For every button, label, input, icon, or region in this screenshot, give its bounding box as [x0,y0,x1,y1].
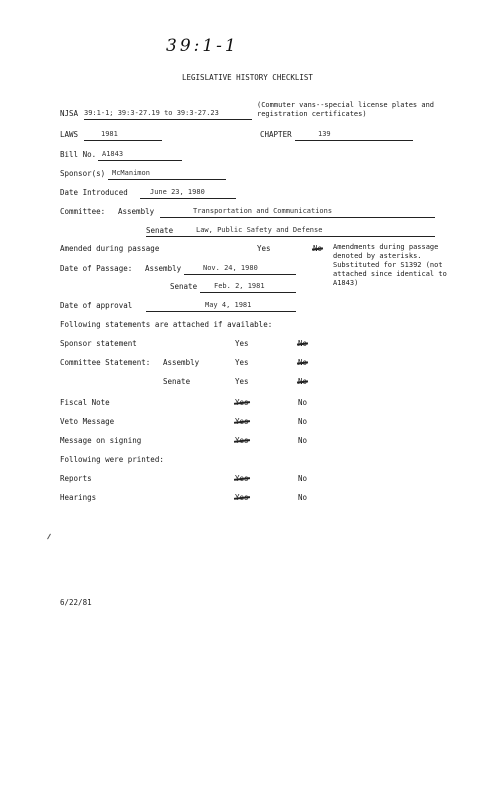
approval-value: May 4, 1981 [205,301,252,309]
signing-message-no: No [298,436,308,445]
sponsors-label: Sponsor(s) [60,169,106,178]
reports-yes-struck: Yes [235,474,249,483]
fiscal-note-yes [235,399,249,407]
sponsors-underline [108,179,226,180]
committee-statement-senate-no-struck: No [298,377,308,386]
committee-senate-underline [146,236,435,237]
passage-assembly-value: Nov. 24, 1980 [203,264,258,272]
chapter-value: 139 [318,130,331,138]
fiscal-note-no: No [298,398,308,407]
fiscal-note-label: Fiscal Note [60,398,110,407]
committee-statement-senate-label: Senate [163,377,191,386]
hearings-no: No [298,493,308,502]
laws-value: 1981 [101,130,118,138]
veto-message-label: Veto Message [60,417,115,426]
committee-statement-senate-no [298,378,307,386]
committee-statement-assembly-label: Assembly [163,358,200,367]
committee-statement-assembly-no-struck: No [298,358,308,367]
footer-date: 6/22/81 [60,598,92,607]
passage-senate-value: Feb. 2, 1981 [214,282,265,290]
committee-statement-label: Committee Statement: [60,358,151,367]
amended-label: Amended during passage [60,244,160,253]
committee-assembly-label: Assembly [118,207,155,216]
date-introduced-underline [140,198,236,199]
amended-note: Amendments during passage denoted by asterisks. Substituted for S1392 (not attached since identical to A1843) [333,243,447,287]
laws-underline [84,140,162,141]
sponsor-statement-no-struck: No [298,339,308,348]
signing-message-yes-struck: Yes [235,436,249,445]
veto-message-yes [235,418,249,426]
njsa-subject: (Commuter vans--special license plates and registration certificates) [257,101,435,118]
approval-label: Date of approval [60,301,133,310]
document-title: LEGISLATIVE HISTORY CHECKLIST [182,73,313,82]
fiscal-note-yes-struck: Yes [235,398,249,407]
veto-message-no: No [298,417,308,426]
approval-underline [146,311,296,312]
njsa-value: 39:1-1; 39:3-27.19 to 39:3-27.23 [84,109,219,117]
reports-no: No [298,474,308,483]
bill-label: Bill No. [60,150,97,159]
amended-yes: Yes [257,244,271,253]
passage-assembly-underline [184,274,296,275]
signing-message-label: Message on signing [60,436,142,445]
committee-label: Committee: [60,207,106,216]
passage-senate-underline [200,292,296,293]
hearings-yes [235,494,249,502]
sponsor-statement-label: Sponsor statement [60,339,137,348]
committee-senate-value: Law, Public Safety and Defense [196,226,323,234]
hearings-yes-struck: Yes [235,493,249,502]
handwritten-file-number: 39:1-1 [166,36,239,56]
passage-assembly-label: Assembly [145,264,182,273]
signing-message-yes [235,437,249,445]
committee-senate-label: Senate [146,226,174,235]
committee-assembly-underline [160,217,435,218]
committee-statement-assembly-no [298,359,307,367]
date-introduced-value: June 23, 1980 [150,188,205,196]
hearings-label: Hearings [60,493,97,502]
attached-heading: Following statements are attached if available: [60,320,273,329]
passage-label: Date of Passage: [60,264,133,273]
chapter-underline [295,140,413,141]
njsa-underline [84,119,252,120]
amended-no-struck: No [313,244,323,253]
passage-senate-label: Senate [170,282,198,291]
laws-label: LAWS [60,130,79,139]
bill-value: A1843 [102,150,124,158]
amended-no [313,245,322,253]
sponsor-statement-yes: Yes [235,339,249,348]
reports-label: Reports [60,474,92,483]
printed-heading: Following were printed: [60,455,164,464]
committee-statement-senate-yes: Yes [235,377,249,386]
reports-yes [235,475,249,483]
committee-statement-assembly-yes: Yes [235,358,249,367]
sponsors-value: McManimon [112,169,150,177]
bill-underline [98,160,182,161]
stray-pen-mark [47,534,51,540]
sponsor-statement-no [298,340,307,348]
njsa-label: NJSA [60,109,79,118]
date-introduced-label: Date Introduced [60,188,128,197]
veto-message-yes-struck: Yes [235,417,249,426]
committee-assembly-value: Transportation and Communications [193,207,333,215]
chapter-label: CHAPTER [260,130,292,139]
